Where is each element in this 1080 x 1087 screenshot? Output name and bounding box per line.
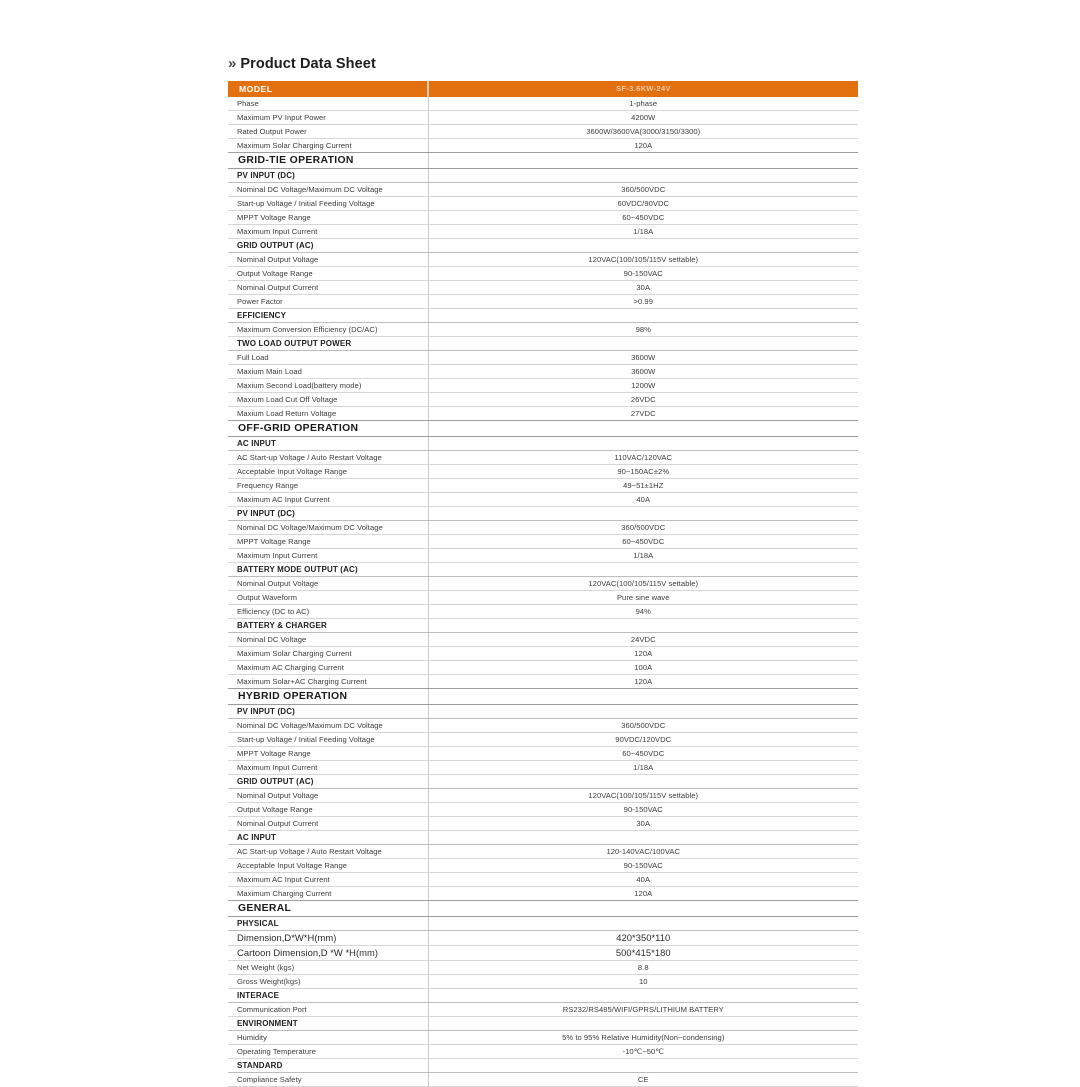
subsection-header-row: [228, 1017, 858, 1031]
section-header-row-value: [428, 901, 858, 917]
spec-row: [228, 295, 858, 309]
spec-row-label: Maximum Solar Charging Current: [228, 647, 428, 661]
spec-row: [228, 733, 858, 747]
spec-row: [228, 535, 858, 549]
subsection-header-row: [228, 507, 858, 521]
section-header-row-value: [428, 689, 858, 705]
spec-row: [228, 789, 858, 803]
spec-row-value: 4200W: [428, 111, 858, 125]
spec-row: [228, 946, 858, 961]
section-header-row: [228, 901, 858, 917]
spec-row-label: Maximum Conversion Efficiency (DC/AC): [228, 323, 428, 337]
spec-row-value: 120VAC(100/105/115V settable): [428, 253, 858, 267]
subsection-header-row-label: BATTERY MODE OUTPUT (AC): [228, 563, 428, 577]
spec-table: [228, 81, 858, 1087]
spec-row-label: Maximum PV Input Power: [228, 111, 428, 125]
spec-row-value: 90-150VAC: [428, 267, 858, 281]
subsection-header-row: [228, 563, 858, 577]
spec-row-label: Nominal DC Voltage/Maximum DC Voltage: [228, 521, 428, 535]
spec-row-label: Nominal Output Current: [228, 817, 428, 831]
subsection-header-row-value: [428, 309, 858, 323]
subsection-header-row-value: [428, 169, 858, 183]
spec-row-label: Maximum AC Charging Current: [228, 661, 428, 675]
spec-row: [228, 675, 858, 689]
spec-row: [228, 1003, 858, 1017]
spec-row-label: Nominal Output Voltage: [228, 253, 428, 267]
spec-row: [228, 351, 858, 365]
subsection-header-row-label: ENVIRONMENT: [228, 1017, 428, 1031]
spec-row: [228, 859, 858, 873]
subsection-header-row-label: EFFICIENCY: [228, 309, 428, 323]
spec-row-label: Phase: [228, 97, 428, 111]
spec-row: [228, 633, 858, 647]
subsection-header-row-label: INTERACE: [228, 989, 428, 1003]
spec-row-value: 120A: [428, 887, 858, 901]
spec-row: [228, 761, 858, 775]
spec-row-value: 1200W: [428, 379, 858, 393]
spec-row-value: 60~450VDC: [428, 747, 858, 761]
spec-row-label: Nominal Output Current: [228, 281, 428, 295]
spec-row: [228, 521, 858, 535]
spec-row-value: 110VAC/120VAC: [428, 451, 858, 465]
model-header-row-label: MODEL: [228, 81, 428, 97]
spec-row-value: 94%: [428, 605, 858, 619]
spec-row: [228, 267, 858, 281]
spec-row-value: 3600W/3600VA(3000/3150/3300): [428, 125, 858, 139]
spec-row-value: 5% to 95% Relative Humidity(Non~condensing): [428, 1031, 858, 1045]
spec-row: [228, 281, 858, 295]
spec-row-label: Nominal DC Voltage: [228, 633, 428, 647]
spec-row: [228, 817, 858, 831]
spec-row: [228, 493, 858, 507]
chevron-double-right-icon: »: [228, 55, 236, 72]
subsection-header-row-label: PV INPUT (DC): [228, 169, 428, 183]
product-data-sheet: [228, 56, 860, 1087]
section-header-row: [228, 689, 858, 705]
subsection-header-row-value: [428, 507, 858, 521]
spec-row: [228, 549, 858, 563]
subsection-header-row: [228, 337, 858, 351]
subsection-header-row-label: PV INPUT (DC): [228, 705, 428, 719]
spec-row: [228, 845, 858, 859]
spec-row-value: 8.8: [428, 961, 858, 975]
spec-row-value: 90VDC/120VDC: [428, 733, 858, 747]
spec-row-label: Operating Temperature: [228, 1045, 428, 1059]
spec-row-value: 120VAC(100/105/115V settable): [428, 789, 858, 803]
spec-row: [228, 393, 858, 407]
spec-row-value: 49~51±1HZ: [428, 479, 858, 493]
spec-row-value: 3600W: [428, 365, 858, 379]
spec-row: [228, 211, 858, 225]
subsection-header-row-value: [428, 563, 858, 577]
spec-row-value: >0.99: [428, 295, 858, 309]
spec-row: [228, 747, 858, 761]
spec-row-value: 120-140VAC/100VAC: [428, 845, 858, 859]
subsection-header-row-value: [428, 705, 858, 719]
spec-row-value: 90-150VAC: [428, 859, 858, 873]
spec-row-label: Maximum Input Current: [228, 549, 428, 563]
spec-row-label: Acceptable Input Voltage Range: [228, 859, 428, 873]
subsection-header-row-label: PV INPUT (DC): [228, 507, 428, 521]
model-header-row-value: SF-3.6KW-24V: [428, 81, 858, 97]
spec-row-label: Maximum Solar+AC Charging Current: [228, 675, 428, 689]
spec-row: [228, 887, 858, 901]
spec-row-label: MPPT Voltage Range: [228, 535, 428, 549]
subsection-header-row-value: [428, 1059, 858, 1073]
spec-row-value: 60VDC/90VDC: [428, 197, 858, 211]
spec-row-value: 98%: [428, 323, 858, 337]
spec-row: [228, 183, 858, 197]
spec-row-value: Pure sine wave: [428, 591, 858, 605]
spec-row: [228, 719, 858, 733]
spec-row: [228, 253, 858, 267]
spec-row-value: 1/18A: [428, 225, 858, 239]
spec-row: [228, 661, 858, 675]
spec-row-value: 10: [428, 975, 858, 989]
subsection-header-row-value: [428, 775, 858, 789]
spec-row-label: Efficiency (DC to AC): [228, 605, 428, 619]
spec-row: [228, 323, 858, 337]
spec-row-label: Humidity: [228, 1031, 428, 1045]
spec-row-label: Compliance Safety: [228, 1073, 428, 1087]
spec-row-label: MPPT Voltage Range: [228, 211, 428, 225]
spec-row-label: Maximum Input Current: [228, 761, 428, 775]
spec-row-value: 40A: [428, 873, 858, 887]
spec-row-value: 100A: [428, 661, 858, 675]
spec-row: [228, 647, 858, 661]
subsection-header-row-value: [428, 619, 858, 633]
section-header-row-label: GENERAL: [228, 901, 428, 917]
spec-row: [228, 1031, 858, 1045]
subsection-header-row: [228, 169, 858, 183]
spec-row-value: 30A: [428, 281, 858, 295]
spec-row: [228, 451, 858, 465]
page-title-text: Product Data Sheet: [240, 56, 376, 72]
spec-row: [228, 961, 858, 975]
spec-row-value: 26VDC: [428, 393, 858, 407]
spec-row-value: 420*350*110: [428, 931, 858, 946]
section-header-row-label: OFF-GRID OPERATION: [228, 421, 428, 437]
subsection-header-row: [228, 239, 858, 253]
spec-row-label: Maximum AC Input Current: [228, 493, 428, 507]
spec-row: [228, 225, 858, 239]
spec-row-value: 1/18A: [428, 761, 858, 775]
page-title: [228, 56, 860, 78]
subsection-header-row-value: [428, 239, 858, 253]
spec-row-value: 3600W: [428, 351, 858, 365]
section-header-row: [228, 421, 858, 437]
subsection-header-row-label: TWO LOAD OUTPUT POWER: [228, 337, 428, 351]
spec-row-value: 60~450VDC: [428, 535, 858, 549]
spec-row: [228, 407, 858, 421]
spec-row-label: Full Load: [228, 351, 428, 365]
spec-row: [228, 97, 858, 111]
spec-row: [228, 975, 858, 989]
subsection-header-row-label: GRID OUTPUT (AC): [228, 775, 428, 789]
spec-row-label: Rated Output Power: [228, 125, 428, 139]
spec-row-label: Dimension,D*W*H(mm): [228, 931, 428, 946]
model-header-row: [228, 81, 858, 97]
spec-row-label: Maximum Input Current: [228, 225, 428, 239]
spec-row-label: Acceptable Input Voltage Range: [228, 465, 428, 479]
spec-row-label: AC Start-up Voltage / Auto Restart Voltage: [228, 845, 428, 859]
subsection-header-row: [228, 917, 858, 931]
spec-row-value: 24VDC: [428, 633, 858, 647]
spec-row-label: Gross Weight(kgs): [228, 975, 428, 989]
spec-row-value: 40A: [428, 493, 858, 507]
spec-row-value: 120A: [428, 675, 858, 689]
spec-row-value: 90-150VAC: [428, 803, 858, 817]
spec-row: [228, 139, 858, 153]
spec-row-value: 360/500VDC: [428, 521, 858, 535]
subsection-header-row-label: STANDARD: [228, 1059, 428, 1073]
subsection-header-row: [228, 437, 858, 451]
subsection-header-row: [228, 1059, 858, 1073]
spec-row-value: 500*415*180: [428, 946, 858, 961]
spec-row-value: RS232/RS485/WIFI/GPRS/LITHIUM BATTERY: [428, 1003, 858, 1017]
spec-row: [228, 803, 858, 817]
section-header-row-label: GRID-TIE OPERATION: [228, 153, 428, 169]
spec-row: [228, 591, 858, 605]
spec-row-label: Maxium Main Load: [228, 365, 428, 379]
subsection-header-row-value: [428, 989, 858, 1003]
spec-row-value: 360/500VDC: [428, 719, 858, 733]
spec-row-label: Frequency Range: [228, 479, 428, 493]
spec-row: [228, 1045, 858, 1059]
subsection-header-row-label: BATTERY & CHARGER: [228, 619, 428, 633]
spec-row-label: Nominal Output Voltage: [228, 577, 428, 591]
subsection-header-row-label: PHYSICAL: [228, 917, 428, 931]
spec-row-value: 120A: [428, 647, 858, 661]
spec-row: [228, 931, 858, 946]
spec-row: [228, 197, 858, 211]
subsection-header-row: [228, 309, 858, 323]
spec-row-label: Output Voltage Range: [228, 267, 428, 281]
spec-row-label: Start-up Voltage / Initial Feeding Voltage: [228, 733, 428, 747]
subsection-header-row-label: AC INPUT: [228, 831, 428, 845]
spec-row-value: CE: [428, 1073, 858, 1087]
spec-row-label: Maxium Second Load(battery mode): [228, 379, 428, 393]
spec-row-label: Maximum AC Input Current: [228, 873, 428, 887]
spec-row-label: Maximum Solar Charging Current: [228, 139, 428, 153]
spec-row-value: 1-phase: [428, 97, 858, 111]
spec-row-value: 60~450VDC: [428, 211, 858, 225]
spec-row-label: Maxium Load Return Voltage: [228, 407, 428, 421]
subsection-header-row-value: [428, 917, 858, 931]
spec-row-label: Start-up Voltage / Initial Feeding Voltage: [228, 197, 428, 211]
spec-row-value: -10℃~50℃: [428, 1045, 858, 1059]
subsection-header-row: [228, 705, 858, 719]
spec-row: [228, 125, 858, 139]
spec-row-value: 27VDC: [428, 407, 858, 421]
spec-row-label: Communication Port: [228, 1003, 428, 1017]
spec-row-value: 120A: [428, 139, 858, 153]
section-header-row-value: [428, 421, 858, 437]
spec-row-value: 30A: [428, 817, 858, 831]
spec-row-label: Nominal Output Voltage: [228, 789, 428, 803]
spec-row-value: 120VAC(100/105/115V settable): [428, 577, 858, 591]
spec-row-label: MPPT Voltage Range: [228, 747, 428, 761]
subsection-header-row: [228, 989, 858, 1003]
subsection-header-row-value: [428, 1017, 858, 1031]
spec-row-label: Output Waveform: [228, 591, 428, 605]
spec-row: [228, 111, 858, 125]
subsection-header-row-label: GRID OUTPUT (AC): [228, 239, 428, 253]
spec-row: [228, 365, 858, 379]
spec-row: [228, 479, 858, 493]
spec-table-body: [228, 81, 858, 1087]
spec-row: [228, 577, 858, 591]
spec-row-label: Maximum Charging Current: [228, 887, 428, 901]
subsection-header-row-value: [428, 831, 858, 845]
spec-row: [228, 873, 858, 887]
section-header-row-value: [428, 153, 858, 169]
spec-row-value: 1/18A: [428, 549, 858, 563]
subsection-header-row-value: [428, 337, 858, 351]
spec-row-label: Cartoon Dimension,D *W *H(mm): [228, 946, 428, 961]
spec-row-label: Maxium Load Cut Off Voltage: [228, 393, 428, 407]
section-header-row-label: HYBRID OPERATION: [228, 689, 428, 705]
spec-row-label: Output Voltage Range: [228, 803, 428, 817]
spec-row-label: AC Start-up Voltage / Auto Restart Voltage: [228, 451, 428, 465]
subsection-header-row: [228, 619, 858, 633]
subsection-header-row-label: AC INPUT: [228, 437, 428, 451]
subsection-header-row: [228, 775, 858, 789]
subsection-header-row-value: [428, 437, 858, 451]
section-header-row: [228, 153, 858, 169]
subsection-header-row: [228, 831, 858, 845]
spec-row-label: Nominal DC Voltage/Maximum DC Voltage: [228, 719, 428, 733]
spec-row-value: 360/500VDC: [428, 183, 858, 197]
spec-row: [228, 379, 858, 393]
spec-row: [228, 605, 858, 619]
spec-row-value: 90~150AC±2%: [428, 465, 858, 479]
spec-row-label: Power Factor: [228, 295, 428, 309]
spec-row-label: Net Weight (kgs): [228, 961, 428, 975]
spec-row-label: Nominal DC Voltage/Maximum DC Voltage: [228, 183, 428, 197]
spec-row: [228, 465, 858, 479]
